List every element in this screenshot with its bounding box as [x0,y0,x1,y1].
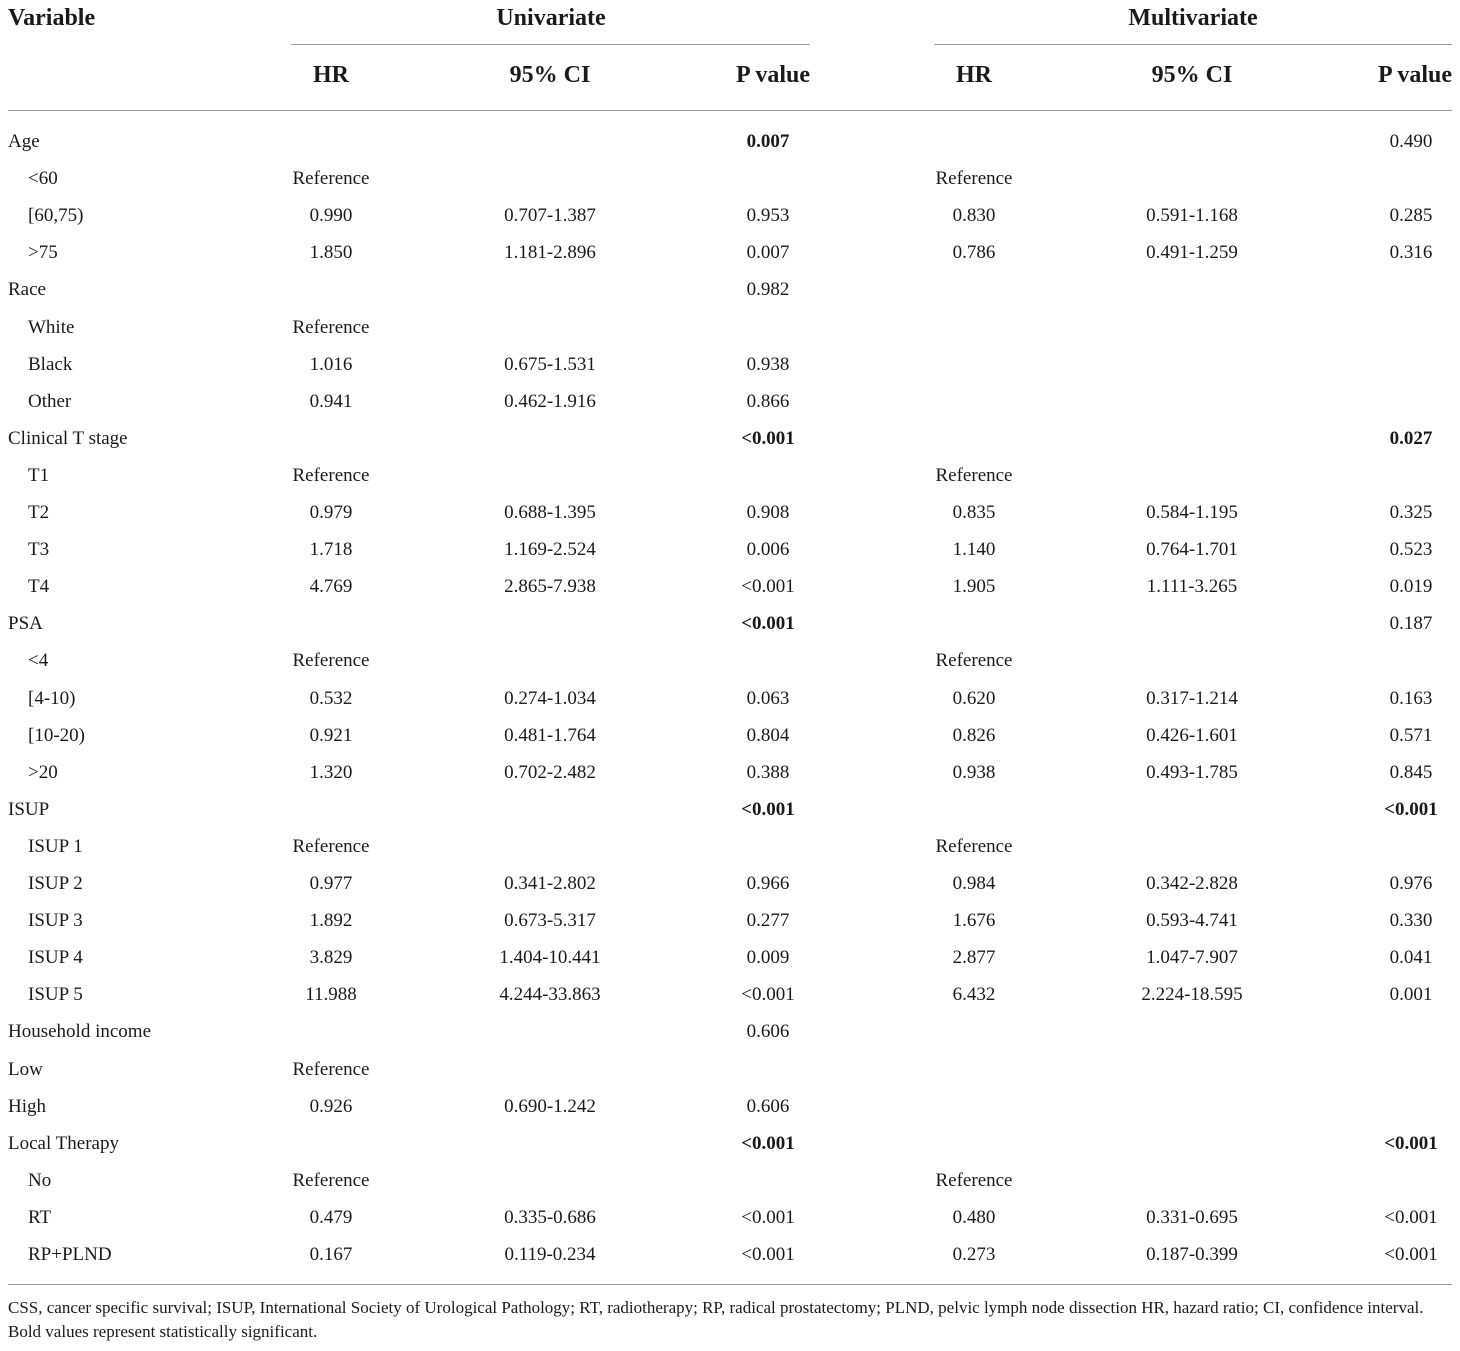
univariate-rule [291,44,810,45]
multivariate-header: Multivariate [1128,5,1258,31]
univariate-hr-cell: 0.979 [309,502,353,523]
multivariate-p-cell: 0.019 [1389,576,1433,597]
univariate-hr-cell: 0.921 [309,725,353,746]
univariate-ci-cell: 0.675-1.531 [504,354,596,375]
row-label: Race [8,279,46,300]
row-label: ISUP [8,799,50,820]
univariate-hr-cell: 1.892 [309,910,353,931]
univariate-p-cell: <0.001 [741,1244,795,1265]
row-label: Household income [8,1021,152,1042]
univariate-ci-cell: 0.341-2.802 [504,873,596,894]
univariate-ci-cell: 0.119-0.234 [504,1244,596,1265]
univariate-p-cell: <0.001 [741,1207,795,1228]
multivariate-ci-cell: 0.317-1.214 [1146,688,1238,709]
univariate-p-cell: <0.001 [741,428,795,449]
univariate-p-cell: <0.001 [741,613,795,634]
univariate-header: Univariate [496,5,606,31]
univariate-p-cell: 0.908 [746,502,790,523]
multivariate-ci-cell: 0.493-1.785 [1146,762,1238,783]
multivariate-ci-cell: 1.111-3.265 [1146,576,1238,597]
multivariate-hr-cell: 0.620 [952,688,996,709]
row-label: >20 [28,762,58,783]
row-label: ISUP 4 [28,947,83,968]
variable-header: Variable [8,5,96,31]
univariate-p-cell: 0.938 [746,354,790,375]
univariate-ci-cell: 1.181-2.896 [504,242,596,263]
multivariate-hr-cell: Reference [935,650,1013,671]
multivariate-ci-cell: 0.187-0.399 [1146,1244,1238,1265]
univariate-hr-cell: 0.990 [309,205,353,226]
multivariate-p-cell: <0.001 [1384,1207,1438,1228]
multivariate-p-cell: <0.001 [1384,1244,1438,1265]
univariate-hr-cell: Reference [292,317,370,338]
univariate-p-cell: 0.277 [746,910,790,931]
univariate-ci-cell: 0.481-1.764 [504,725,596,746]
row-label: [60,75) [28,205,84,226]
univariate-ci-cell: 0.707-1.387 [504,205,596,226]
multivariate-ci-header: 95% CI [1151,62,1233,88]
univariate-p-cell: 0.804 [746,725,790,746]
row-label: ISUP 5 [28,984,83,1005]
multivariate-hr-cell: 0.786 [952,242,996,263]
header-bottom-rule [8,110,1452,111]
univariate-p-cell: <0.001 [741,1133,795,1154]
row-label: T1 [28,465,50,486]
multivariate-p-cell: 0.330 [1389,910,1433,931]
univariate-p-cell: 0.866 [746,391,790,412]
row-label: ISUP 1 [28,836,83,857]
multivariate-p-cell: <0.001 [1384,799,1438,820]
univariate-ci-header: 95% CI [509,62,591,88]
univariate-p-cell: <0.001 [741,576,795,597]
multivariate-ci-cell: 2.224-18.595 [1141,984,1243,1005]
univariate-ci-cell: 0.673-5.317 [504,910,596,931]
univariate-ci-cell: 0.335-0.686 [504,1207,596,1228]
multivariate-ci-cell: 0.591-1.168 [1146,205,1238,226]
multivariate-hr-cell: Reference [935,1170,1013,1191]
multivariate-p-cell: 0.490 [1389,131,1433,152]
row-label: <60 [28,168,58,189]
multivariate-p-cell: 0.316 [1389,242,1433,263]
row-label: [4-10) [28,688,76,709]
multivariate-hr-cell: 1.140 [952,539,996,560]
univariate-p-cell: 0.966 [746,873,790,894]
univariate-hr-cell: 11.988 [305,984,357,1005]
multivariate-hr-cell: 2.877 [952,947,996,968]
multivariate-rule [934,44,1452,45]
univariate-hr-cell: 0.977 [309,873,353,894]
row-label: High [8,1096,46,1117]
row-label: Local Therapy [8,1133,119,1154]
univariate-ci-cell: 0.688-1.395 [504,502,596,523]
multivariate-hr-cell: 0.835 [952,502,996,523]
row-label: <4 [28,650,49,671]
univariate-p-cell: 0.953 [746,205,790,226]
univariate-p-cell: <0.001 [741,799,795,820]
multivariate-p-cell: 0.285 [1389,205,1433,226]
row-label: PSA [8,613,43,634]
univariate-hr-cell: Reference [292,168,370,189]
row-label: Black [28,354,73,375]
multivariate-p-cell: 0.163 [1389,688,1433,709]
univariate-hr-cell: 3.829 [309,947,353,968]
multivariate-ci-cell: 0.342-2.828 [1146,873,1238,894]
univariate-ci-cell: 0.690-1.242 [504,1096,596,1117]
univariate-p-cell: 0.006 [746,539,790,560]
univariate-hr-cell: 0.941 [309,391,353,412]
univariate-ci-cell: 0.462-1.916 [504,391,596,412]
multivariate-ci-cell: 1.047-7.907 [1146,947,1238,968]
univariate-p-header: P value [735,62,810,88]
univariate-ci-cell: 1.169-2.524 [504,539,596,560]
row-label: RP+PLND [28,1244,112,1265]
univariate-hr-cell: 4.769 [309,576,353,597]
univariate-p-cell: 0.007 [746,131,790,152]
multivariate-p-cell: 0.325 [1389,502,1433,523]
univariate-hr-cell: Reference [292,650,370,671]
row-label: T4 [28,576,50,597]
multivariate-hr-cell: Reference [935,465,1013,486]
multivariate-hr-cell: Reference [935,168,1013,189]
multivariate-hr-header: HR [956,62,992,88]
univariate-hr-cell: 0.479 [309,1207,353,1228]
row-label: ISUP 2 [28,873,83,894]
footnote: CSS, cancer specific survival; ISUP, International Society of Urological Pathology; RT, radiotherapy; RP, radical prostatectomy; PLND, pelvic lymph node dissection HR, hazard ratio; CI, confidence interval. Bold values represent statistically significant. [8,1298,1424,1341]
multivariate-p-cell: 0.187 [1389,613,1433,634]
row-label: Clinical T stage [8,428,128,449]
multivariate-p-header: P value [1377,62,1452,88]
univariate-hr-cell: Reference [292,836,370,857]
multivariate-ci-cell: 0.426-1.601 [1146,725,1238,746]
row-label: Age [8,131,40,152]
row-label: Other [28,391,72,412]
univariate-ci-cell: 1.404-10.441 [499,947,601,968]
multivariate-hr-cell: 6.432 [952,984,996,1005]
multivariate-hr-cell: 0.830 [952,205,996,226]
univariate-p-cell: 0.009 [746,947,790,968]
univariate-hr-cell: Reference [292,465,370,486]
multivariate-ci-cell: 0.491-1.259 [1146,242,1238,263]
row-label: [10-20) [28,725,85,746]
row-label: >75 [28,242,58,263]
multivariate-hr-cell: Reference [935,836,1013,857]
multivariate-p-cell: 0.845 [1389,762,1433,783]
row-label: White [28,317,75,338]
univariate-ci-cell: 0.702-2.482 [504,762,596,783]
univariate-hr-cell: Reference [292,1059,370,1080]
multivariate-hr-cell: 0.480 [952,1207,996,1228]
univariate-hr-cell: Reference [292,1170,370,1191]
multivariate-p-cell: 0.027 [1389,428,1433,449]
univariate-p-cell: 0.388 [746,762,790,783]
univariate-hr-cell: 0.926 [309,1096,353,1117]
multivariate-ci-cell: 0.593-4.741 [1146,910,1238,931]
multivariate-hr-cell: 0.984 [952,873,996,894]
univariate-p-cell: 0.007 [746,242,790,263]
multivariate-p-cell: 0.976 [1389,873,1433,894]
multivariate-ci-cell: 0.331-0.695 [1146,1207,1238,1228]
multivariate-ci-cell: 0.584-1.195 [1146,502,1238,523]
univariate-hr-header: HR [313,62,349,88]
multivariate-hr-cell: 0.826 [952,725,996,746]
row-label: ISUP 3 [28,910,83,931]
univariate-hr-cell: 1.850 [309,242,353,263]
univariate-hr-cell: 1.718 [309,539,353,560]
multivariate-p-cell: 0.001 [1389,984,1433,1005]
multivariate-hr-cell: 1.676 [952,910,996,931]
univariate-ci-cell: 2.865-7.938 [504,576,596,597]
multivariate-ci-cell: 0.764-1.701 [1146,539,1238,560]
univariate-p-cell: <0.001 [741,984,795,1005]
univariate-p-cell: 0.982 [746,279,790,300]
row-label: No [28,1170,52,1191]
multivariate-p-cell: 0.571 [1389,725,1433,746]
univariate-p-cell: 0.063 [746,688,790,709]
multivariate-p-cell: 0.523 [1389,539,1433,560]
univariate-hr-cell: 1.320 [309,762,353,783]
univariate-p-cell: 0.606 [746,1096,790,1117]
univariate-p-cell: 0.606 [746,1021,790,1042]
multivariate-p-cell: <0.001 [1384,1133,1438,1154]
univariate-ci-cell: 0.274-1.034 [504,688,596,709]
univariate-ci-cell: 4.244-33.863 [499,984,601,1005]
univariate-hr-cell: 0.167 [309,1244,353,1265]
multivariate-hr-cell: 1.905 [952,576,996,597]
multivariate-hr-cell: 0.938 [952,762,996,783]
univariate-hr-cell: 1.016 [309,354,353,375]
multivariate-p-cell: 0.041 [1389,947,1433,968]
row-label: T3 [28,539,50,560]
multivariate-hr-cell: 0.273 [952,1244,996,1265]
row-label: RT [28,1207,52,1228]
univariate-hr-cell: 0.532 [309,688,353,709]
row-label: Low [8,1059,43,1080]
table-bottom-rule [8,1284,1452,1285]
row-label: T2 [28,502,50,523]
